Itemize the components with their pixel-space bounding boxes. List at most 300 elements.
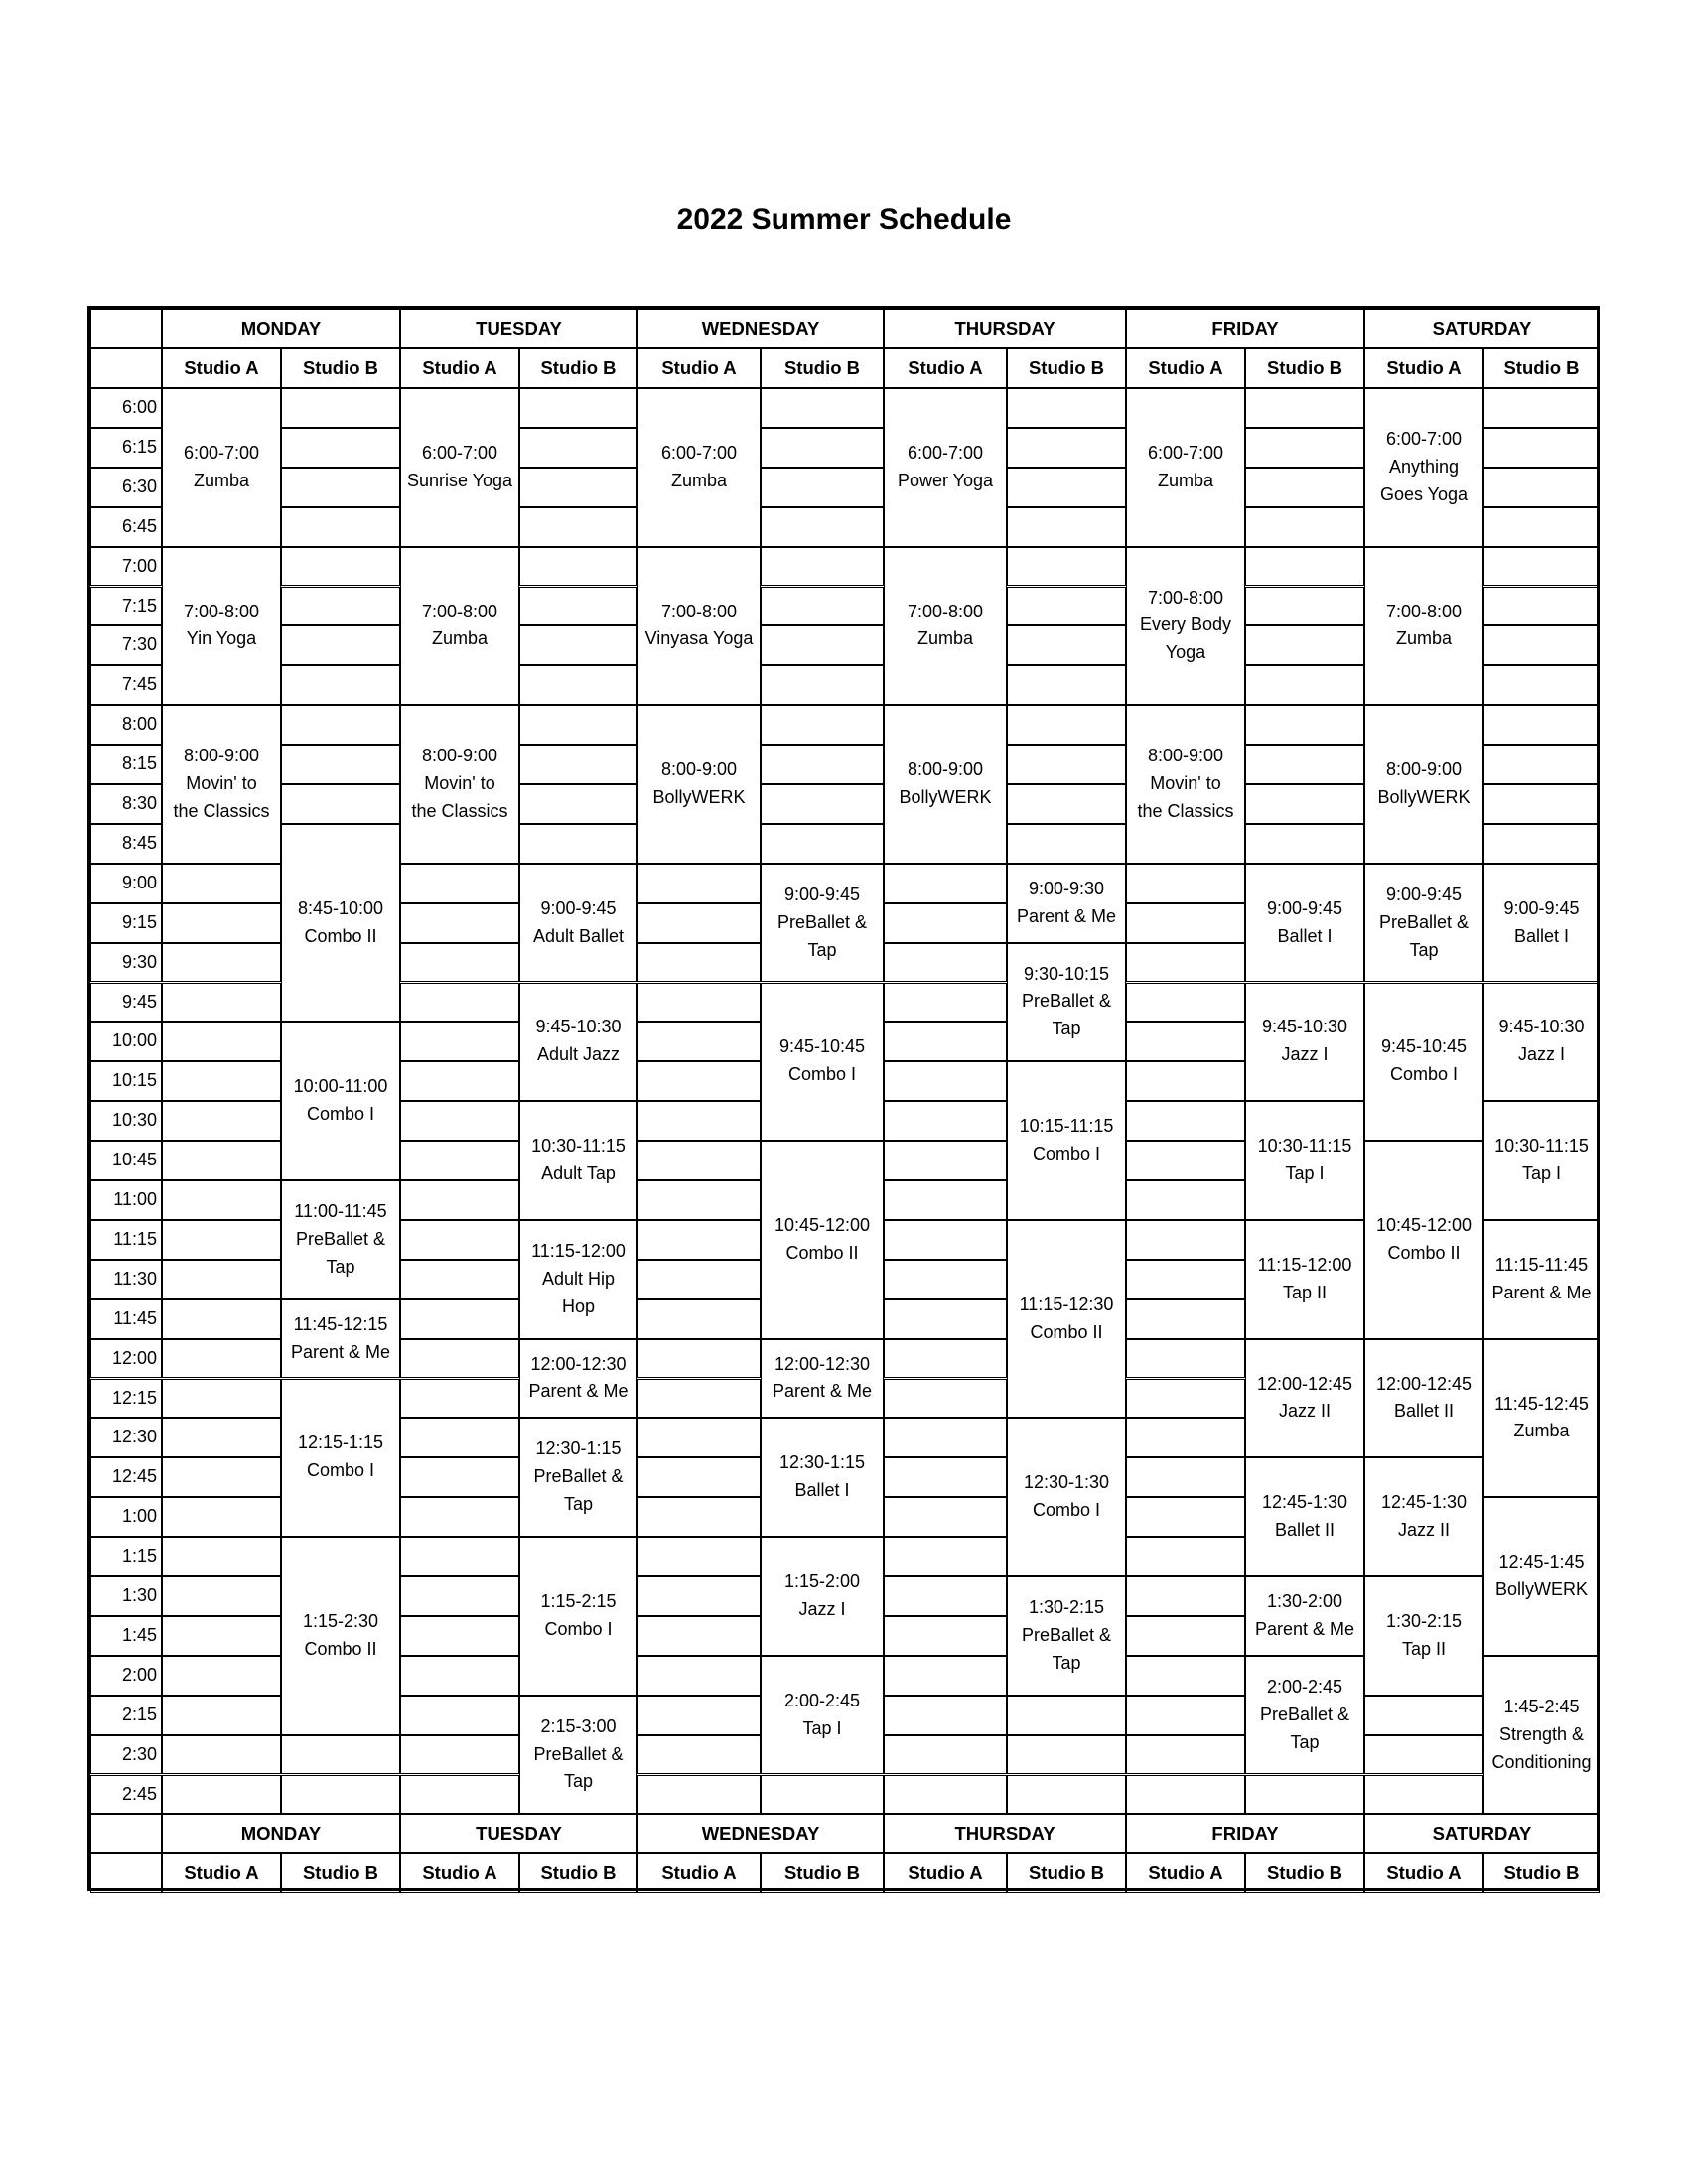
empty-slot (637, 1061, 761, 1101)
empty-slot (162, 983, 281, 1023)
studio-header: Studio B (761, 348, 884, 388)
empty-slot (1483, 784, 1600, 824)
empty-slot (884, 1576, 1007, 1616)
class-block: 1:30-2:15 Tap II (1364, 1576, 1483, 1696)
empty-slot (1007, 1735, 1126, 1775)
empty-slot (1245, 824, 1364, 864)
empty-slot (162, 1656, 281, 1696)
empty-slot (761, 587, 884, 626)
time-label: 8:45 (90, 824, 162, 864)
time-label: 6:30 (90, 468, 162, 507)
empty-slot (1483, 745, 1600, 784)
class-block: 12:45-1:30 Ballet II (1245, 1457, 1364, 1576)
class-block: 12:00-12:30 Parent & Me (519, 1339, 637, 1419)
empty-slot (1007, 1696, 1126, 1735)
empty-slot (519, 507, 637, 547)
class-block: 12:15-1:15 Combo I (281, 1379, 400, 1538)
empty-slot (884, 1537, 1007, 1576)
class-block: 7:00-8:00 Zumba (884, 547, 1007, 706)
class-block: 9:00-9:45 PreBallet & Tap (1364, 864, 1483, 983)
empty-slot (1007, 547, 1126, 587)
day-header-tuesday: TUESDAY (400, 1814, 637, 1853)
empty-slot (761, 468, 884, 507)
empty-slot (281, 468, 400, 507)
time-label: 7:00 (90, 547, 162, 587)
empty-slot (1245, 547, 1364, 587)
empty-slot (519, 745, 637, 784)
studio-header: Studio A (884, 1853, 1007, 1893)
studio-header: Studio A (637, 348, 761, 388)
empty-slot (162, 1576, 281, 1616)
day-header-wednesday: WEDNESDAY (637, 309, 884, 348)
empty-slot (1007, 1775, 1126, 1815)
empty-slot (1007, 824, 1126, 864)
empty-slot (637, 1418, 761, 1457)
class-block: 8:00-9:00 BollyWERK (884, 705, 1007, 864)
class-block: 9:00-9:30 Parent & Me (1007, 864, 1126, 943)
empty-slot (637, 1576, 761, 1616)
time-label: 6:00 (90, 388, 162, 428)
empty-slot (281, 625, 400, 665)
empty-slot (281, 745, 400, 784)
empty-slot (884, 864, 1007, 903)
class-block: 6:00-7:00 Zumba (1126, 388, 1245, 547)
class-block: 10:45-12:00 Combo II (761, 1141, 884, 1339)
empty-slot (884, 1260, 1007, 1299)
studio-header: Studio A (884, 348, 1007, 388)
empty-slot (162, 1101, 281, 1141)
empty-slot (1245, 665, 1364, 705)
empty-slot (637, 1299, 761, 1339)
empty-slot (400, 1339, 519, 1379)
empty-slot (637, 1101, 761, 1141)
time-label: 8:15 (90, 745, 162, 784)
empty-slot (519, 468, 637, 507)
empty-slot (162, 1616, 281, 1656)
class-block: 8:45-10:00 Combo II (281, 824, 400, 1023)
empty-slot (1364, 1775, 1483, 1815)
schedule-grid (87, 306, 1600, 1891)
class-block: 2:00-2:45 PreBallet & Tap (1245, 1656, 1364, 1775)
time-label: 6:45 (90, 507, 162, 547)
empty-slot (637, 903, 761, 943)
day-header-friday: FRIDAY (1126, 309, 1364, 348)
empty-slot (519, 547, 637, 587)
class-block: 12:45-1:30 Jazz II (1364, 1457, 1483, 1576)
empty-slot (884, 1339, 1007, 1379)
time-label: 11:45 (90, 1299, 162, 1339)
empty-slot (1364, 1735, 1483, 1775)
empty-slot (637, 1457, 761, 1497)
empty-slot (519, 388, 637, 428)
empty-slot (400, 1022, 519, 1061)
studio-header: Studio B (281, 348, 400, 388)
empty-slot (281, 1775, 400, 1815)
class-block: 9:45-10:45 Combo I (761, 983, 884, 1142)
class-block: 11:00-11:45 PreBallet & Tap (281, 1180, 400, 1299)
empty-slot (884, 903, 1007, 943)
empty-slot (1126, 1141, 1245, 1180)
class-block: 8:00-9:00 Movin' to the Classics (162, 705, 281, 864)
time-label: 7:15 (90, 587, 162, 626)
empty-slot (884, 983, 1007, 1023)
empty-slot (1245, 705, 1364, 745)
empty-slot (1126, 1260, 1245, 1299)
class-block: 7:00-8:00 Zumba (400, 547, 519, 706)
empty-slot (1126, 1220, 1245, 1260)
empty-slot (281, 1735, 400, 1775)
empty-slot (1245, 784, 1364, 824)
time-label: 9:30 (90, 943, 162, 983)
empty-slot (884, 1220, 1007, 1260)
empty-slot (637, 1656, 761, 1696)
empty-slot (1007, 428, 1126, 468)
class-block: 10:30-11:15 Adult Tap (519, 1101, 637, 1220)
empty-slot (884, 943, 1007, 983)
empty-slot (1245, 388, 1364, 428)
class-block: 11:15-11:45 Parent & Me (1483, 1220, 1600, 1339)
empty-slot (1126, 1339, 1245, 1379)
studio-header: Studio A (400, 1853, 519, 1893)
empty-slot (1245, 468, 1364, 507)
day-header-thursday: THURSDAY (884, 1814, 1126, 1853)
empty-slot (637, 1141, 761, 1180)
empty-slot (637, 1537, 761, 1576)
empty-slot (761, 507, 884, 547)
time-label: 12:00 (90, 1339, 162, 1379)
empty-slot (1483, 547, 1600, 587)
time-label: 7:30 (90, 625, 162, 665)
empty-slot (400, 1775, 519, 1815)
empty-slot (400, 1299, 519, 1339)
empty-slot (1007, 507, 1126, 547)
empty-slot (761, 388, 884, 428)
empty-slot (1245, 428, 1364, 468)
empty-slot (1126, 1497, 1245, 1537)
empty-slot (884, 1775, 1007, 1815)
studio-header: Studio A (400, 348, 519, 388)
class-block: 6:00-7:00 Power Yoga (884, 388, 1007, 547)
empty-slot (400, 983, 519, 1023)
time-label: 6:15 (90, 428, 162, 468)
empty-slot (1007, 388, 1126, 428)
class-block: 9:30-10:15 PreBallet & Tap (1007, 943, 1126, 1062)
empty-slot (884, 1061, 1007, 1101)
empty-slot (162, 1418, 281, 1457)
class-block: 10:30-11:15 Tap I (1483, 1101, 1600, 1220)
empty-slot (162, 1022, 281, 1061)
time-label: 10:30 (90, 1101, 162, 1141)
empty-slot (637, 1497, 761, 1537)
empty-slot (637, 1616, 761, 1656)
empty-slot (1126, 1180, 1245, 1220)
class-block: 10:00-11:00 Combo I (281, 1022, 400, 1180)
empty-slot (1483, 587, 1600, 626)
class-block: 8:00-9:00 BollyWERK (1364, 705, 1483, 864)
day-header-friday: FRIDAY (1126, 1814, 1364, 1853)
class-block: 6:00-7:00 Sunrise Yoga (400, 388, 519, 547)
empty-slot (400, 1497, 519, 1537)
empty-slot (162, 903, 281, 943)
studio-header: Studio B (1245, 348, 1364, 388)
class-block: 1:30-2:15 PreBallet & Tap (1007, 1576, 1126, 1696)
day-header-saturday: SATURDAY (1364, 309, 1600, 348)
class-block: 9:45-10:30 Adult Jazz (519, 983, 637, 1102)
day-header-monday: MONDAY (162, 309, 400, 348)
class-block: 9:45-10:30 Jazz I (1483, 983, 1600, 1102)
class-block: 11:15-12:30 Combo II (1007, 1220, 1126, 1419)
studio-header: Studio A (1126, 348, 1245, 388)
empty-slot (761, 547, 884, 587)
empty-slot (1364, 1696, 1483, 1735)
class-block: 7:00-8:00 Yin Yoga (162, 547, 281, 706)
empty-slot (1126, 1576, 1245, 1616)
empty-slot (1126, 983, 1245, 1023)
class-block: 11:15-12:00 Adult Hip Hop (519, 1220, 637, 1339)
empty-slot (162, 1299, 281, 1339)
time-label: 11:00 (90, 1180, 162, 1220)
empty-slot (1007, 745, 1126, 784)
empty-slot (400, 903, 519, 943)
time-label: 1:30 (90, 1576, 162, 1616)
empty-slot (281, 587, 400, 626)
studio-header: Studio B (761, 1853, 884, 1893)
empty-slot (1126, 943, 1245, 983)
empty-slot (1126, 1379, 1245, 1419)
empty-slot (162, 1735, 281, 1775)
class-block: 1:45-2:45 Strength & Conditioning (1483, 1656, 1600, 1815)
empty-slot (400, 1656, 519, 1696)
empty-slot (1126, 1735, 1245, 1775)
empty-slot (1126, 1101, 1245, 1141)
time-label: 9:45 (90, 983, 162, 1023)
empty-slot (1483, 705, 1600, 745)
empty-slot (519, 705, 637, 745)
empty-slot (162, 864, 281, 903)
empty-slot (162, 1141, 281, 1180)
empty-slot (400, 1735, 519, 1775)
empty-slot (637, 1260, 761, 1299)
empty-slot (1483, 665, 1600, 705)
empty-slot (637, 1022, 761, 1061)
empty-slot (884, 1735, 1007, 1775)
empty-slot (1007, 784, 1126, 824)
empty-slot (637, 983, 761, 1023)
top-corner-studio (90, 348, 162, 388)
class-block: 9:00-9:45 Ballet I (1245, 864, 1364, 983)
class-block: 11:15-12:00 Tap II (1245, 1220, 1364, 1339)
day-header-monday: MONDAY (162, 1814, 400, 1853)
class-block: 12:30-1:30 Combo I (1007, 1418, 1126, 1576)
empty-slot (637, 1735, 761, 1775)
class-block: 12:30-1:15 PreBallet & Tap (519, 1418, 637, 1537)
empty-slot (162, 1537, 281, 1576)
time-label: 2:15 (90, 1696, 162, 1735)
class-block: 9:00-9:45 PreBallet & Tap (761, 864, 884, 983)
empty-slot (1245, 587, 1364, 626)
time-label: 10:45 (90, 1141, 162, 1180)
class-block: 9:45-10:30 Jazz I (1245, 983, 1364, 1102)
class-block: 12:45-1:45 BollyWERK (1483, 1497, 1600, 1656)
empty-slot (400, 1418, 519, 1457)
studio-header: Studio B (1007, 348, 1126, 388)
top-corner-day (90, 309, 162, 348)
empty-slot (162, 1339, 281, 1379)
empty-slot (400, 1696, 519, 1735)
empty-slot (1126, 1022, 1245, 1061)
empty-slot (884, 1418, 1007, 1457)
empty-slot (400, 1537, 519, 1576)
empty-slot (400, 1180, 519, 1220)
time-label: 10:00 (90, 1022, 162, 1061)
empty-slot (1483, 468, 1600, 507)
time-label: 8:00 (90, 705, 162, 745)
class-block: 12:30-1:15 Ballet I (761, 1418, 884, 1537)
empty-slot (400, 864, 519, 903)
class-block: 6:00-7:00 Zumba (162, 388, 281, 547)
empty-slot (1126, 1061, 1245, 1101)
time-label: 1:00 (90, 1497, 162, 1537)
empty-slot (1483, 388, 1600, 428)
class-block: 1:15-2:15 Combo I (519, 1537, 637, 1696)
empty-slot (1126, 1299, 1245, 1339)
class-block: 12:00-12:45 Jazz II (1245, 1339, 1364, 1458)
time-label: 1:15 (90, 1537, 162, 1576)
empty-slot (162, 1260, 281, 1299)
class-block: 11:45-12:45 Zumba (1483, 1339, 1600, 1498)
empty-slot (884, 1616, 1007, 1656)
empty-slot (400, 1260, 519, 1299)
studio-header: Studio B (1007, 1853, 1126, 1893)
class-block: 12:00-12:45 Ballet II (1364, 1339, 1483, 1458)
class-block: 2:15-3:00 PreBallet & Tap (519, 1696, 637, 1815)
class-block: 9:45-10:45 Combo I (1364, 983, 1483, 1142)
empty-slot (761, 625, 884, 665)
empty-slot (400, 943, 519, 983)
empty-slot (519, 824, 637, 864)
class-block: 1:15-2:30 Combo II (281, 1537, 400, 1735)
empty-slot (400, 1616, 519, 1656)
studio-header: Studio A (162, 348, 281, 388)
class-block: 1:15-2:00 Jazz I (761, 1537, 884, 1656)
empty-slot (400, 1061, 519, 1101)
empty-slot (400, 1576, 519, 1616)
time-label: 9:15 (90, 903, 162, 943)
studio-header: Studio B (519, 1853, 637, 1893)
empty-slot (400, 1379, 519, 1419)
empty-slot (884, 1299, 1007, 1339)
empty-slot (884, 1101, 1007, 1141)
studio-header: Studio B (1245, 1853, 1364, 1893)
empty-slot (637, 1180, 761, 1220)
empty-slot (637, 1696, 761, 1735)
empty-slot (637, 1339, 761, 1379)
empty-slot (1126, 903, 1245, 943)
class-block: 1:30-2:00 Parent & Me (1245, 1576, 1364, 1656)
empty-slot (884, 1022, 1007, 1061)
empty-slot (1245, 1775, 1364, 1815)
studio-header: Studio A (1126, 1853, 1245, 1893)
empty-slot (162, 943, 281, 983)
empty-slot (637, 864, 761, 903)
empty-slot (1483, 625, 1600, 665)
time-label: 11:30 (90, 1260, 162, 1299)
day-header-thursday: THURSDAY (884, 309, 1126, 348)
time-label: 10:15 (90, 1061, 162, 1101)
empty-slot (1483, 428, 1600, 468)
class-block: 2:00-2:45 Tap I (761, 1656, 884, 1775)
empty-slot (884, 1656, 1007, 1696)
class-block: 11:45-12:15 Parent & Me (281, 1299, 400, 1379)
empty-slot (281, 665, 400, 705)
empty-slot (884, 1180, 1007, 1220)
empty-slot (281, 547, 400, 587)
day-header-saturday: SATURDAY (1364, 1814, 1600, 1853)
empty-slot (1007, 665, 1126, 705)
empty-slot (1007, 587, 1126, 626)
studio-header: Studio B (281, 1853, 400, 1893)
time-label: 12:15 (90, 1379, 162, 1419)
empty-slot (1007, 625, 1126, 665)
time-label: 11:15 (90, 1220, 162, 1260)
empty-slot (1483, 824, 1600, 864)
empty-slot (400, 1457, 519, 1497)
bottom-corner-day (90, 1814, 162, 1853)
bottom-corner-studio (90, 1853, 162, 1893)
empty-slot (519, 665, 637, 705)
time-label: 2:30 (90, 1735, 162, 1775)
empty-slot (884, 1457, 1007, 1497)
time-label: 8:30 (90, 784, 162, 824)
empty-slot (1126, 1656, 1245, 1696)
empty-slot (637, 1775, 761, 1815)
empty-slot (884, 1379, 1007, 1419)
class-block: 10:30-11:15 Tap I (1245, 1101, 1364, 1220)
class-block: 10:45-12:00 Combo II (1364, 1141, 1483, 1339)
empty-slot (761, 1775, 884, 1815)
empty-slot (1126, 1616, 1245, 1656)
empty-slot (281, 388, 400, 428)
day-header-wednesday: WEDNESDAY (637, 1814, 884, 1853)
class-block: 9:00-9:45 Ballet I (1483, 864, 1600, 983)
empty-slot (637, 1220, 761, 1260)
empty-slot (761, 745, 884, 784)
class-block: 6:00-7:00 Zumba (637, 388, 761, 547)
time-label: 12:45 (90, 1457, 162, 1497)
class-block: 8:00-9:00 BollyWERK (637, 705, 761, 864)
empty-slot (1126, 864, 1245, 903)
empty-slot (281, 784, 400, 824)
studio-header: Studio B (1483, 1853, 1600, 1893)
empty-slot (1126, 1418, 1245, 1457)
empty-slot (1007, 705, 1126, 745)
empty-slot (1126, 1457, 1245, 1497)
empty-slot (761, 824, 884, 864)
empty-slot (519, 587, 637, 626)
empty-slot (162, 1696, 281, 1735)
class-block: 7:00-8:00 Vinyasa Yoga (637, 547, 761, 706)
empty-slot (519, 428, 637, 468)
day-header-tuesday: TUESDAY (400, 309, 637, 348)
class-block: 8:00-9:00 Movin' to the Classics (1126, 705, 1245, 864)
empty-slot (162, 1775, 281, 1815)
class-block: 7:00-8:00 Every Body Yoga (1126, 547, 1245, 706)
empty-slot (761, 428, 884, 468)
time-label: 12:30 (90, 1418, 162, 1457)
empty-slot (1245, 507, 1364, 547)
empty-slot (884, 1141, 1007, 1180)
time-label: 7:45 (90, 665, 162, 705)
